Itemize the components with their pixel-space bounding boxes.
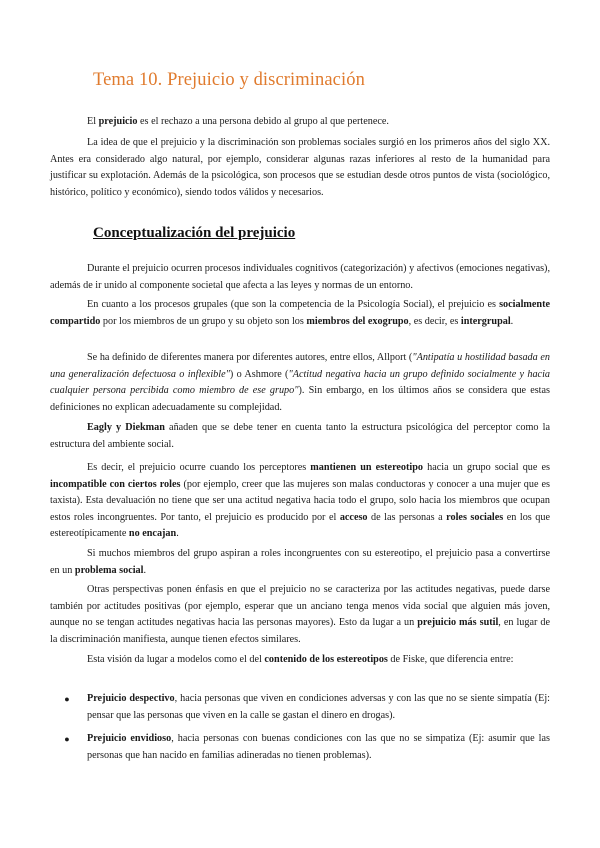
paragraph-definition	[50, 114, 550, 131]
text: , hacia personas que viven en condiciones adversas y con las que no se siente simpatía (Ej: pensar que las personas que viven en la calle se gastan el dinero en drogas).	[87, 693, 550, 721]
text: Si muchos miembros del grupo aspiran a roles incongruentes con su estereotipo, el prejuicio pasa a convertirse en un	[50, 548, 550, 576]
bold-term: mantienen un estereotipo	[310, 462, 424, 473]
bullet-icon: ●	[64, 734, 70, 744]
list-item-text	[87, 731, 550, 764]
text: Otras perspectivas ponen énfasis en que el prejuicio no se caracteriza por las actitudes negativas, puede darse también por actitudes positivas (por ejemplo, esperar que un anciano tenga menos vida social que alguien más joven, aunque no se tengan actitudes negativas hacia las personas mayores). Esto da lugar a un	[50, 584, 550, 629]
text: de las personas a	[367, 511, 447, 523]
paragraph-definitions-authors	[50, 350, 550, 416]
list-item	[50, 691, 550, 724]
quote: "Actitud negativa hacia un grupo definido socialmente y hacia cualquier persona percibida como miembro de ese grupo"	[50, 368, 550, 397]
bold-term: problema social	[74, 564, 144, 576]
bold-term: prejuicio	[98, 116, 138, 127]
text: en los que estereotípicamente	[50, 511, 550, 540]
bold-term: contenido de los estereotipos	[264, 654, 388, 665]
bold-term: prejuicio más sutil	[417, 617, 499, 629]
page-title: Tema 10. Prejuicio y discriminación	[93, 70, 365, 90]
paragraph-stereotype	[50, 460, 550, 543]
text: ). Sin embargo, en los últimos años se considera que estas definiciones no explican adecuadamente su complejidad.	[50, 385, 551, 413]
text: añaden que se debe tener en cuenta tanto la estructura psicológica del perceptor como la estructura del ambiente social.	[50, 422, 550, 450]
bold-term: intergrupal	[460, 315, 511, 327]
text: (por ejemplo, creer que las mujeres son malas conductoras y conocer a una mujer que es taxista). Esta devaluación no tiene que ser una actitud negativa hacia todo el grupo, solo hacia los miembros que ocupan estos roles incongruentes. Por tanto, el prejuicio es producido por el	[50, 478, 550, 523]
paragraph-fiske-model	[50, 652, 550, 669]
list-item-text	[87, 691, 550, 724]
bold-term: incompatible con ciertos roles	[50, 478, 181, 490]
text: .	[143, 564, 147, 576]
bold-term: no encajan	[128, 528, 177, 540]
text: ) o Ashmore (	[229, 368, 289, 380]
bold-term: miembros del exogrupo	[306, 315, 409, 327]
paragraph-social-problem	[50, 546, 550, 579]
bold-term: roles sociales	[446, 511, 504, 523]
text: .	[176, 528, 179, 540]
bold-term: Prejuicio despectivo	[87, 693, 175, 704]
text: Es decir, el prejuicio ocurre cuando los perceptores	[87, 462, 311, 473]
text: , en lugar de la discriminación manifiesta, aunque tienen efectos similares.	[50, 617, 551, 645]
text: de Fiske, que diferencia entre:	[387, 654, 514, 665]
text: , hacia personas con buenas condiciones con las que no se simpatiza (Ej: asumir que las personas que han nacido en familias adineradas no tienen problemas).	[87, 733, 550, 761]
text: .	[510, 315, 514, 327]
quote: "Antipatía u hostilidad basada en una generalización defectuosa o inflexible"	[50, 352, 550, 380]
text: El	[87, 116, 99, 127]
text: es el rechazo a una persona debido al grupo al que pertenece.	[137, 116, 389, 127]
bold-term: acceso	[339, 511, 368, 523]
bold-term: Eagly y Diekman	[87, 422, 165, 433]
paragraph-subtle-prejudice	[50, 582, 550, 648]
text: Se ha definido de diferentes manera por diferentes autores, entre ellos, Allport (	[87, 352, 413, 363]
bullet-icon: ●	[64, 694, 70, 704]
list-item	[50, 731, 550, 764]
text: Esta visión da lugar a modelos como el del	[87, 654, 265, 665]
text: En cuanto a los procesos grupales (que son la competencia de la Psicología Social), el prejuicio es	[87, 299, 500, 310]
bold-term: socialmente compartido	[50, 299, 550, 327]
text: hacia un grupo social que es	[423, 462, 550, 473]
bold-term: Prejuicio envidioso	[87, 733, 172, 744]
paragraph-group-processes	[50, 297, 550, 330]
section-title: Conceptualización del prejuicio	[93, 225, 296, 241]
paragraph-eagly-diekman	[50, 420, 550, 453]
paragraph-processes: Durante el prejuicio ocurren procesos individuales cognitivos (categorización) y afectivos (emociones negativas), además de ir unido al componente societal que afecta a las leyes y normas de un entorno.	[50, 263, 550, 291]
paragraph-history: La idea de que el prejuicio y la discriminación son problemas sociales surgió en los primeros años del siglo XX. Antes era considerado algo natural, por ejemplo, considerar algunas razas inferiores al resto de la humanidad para justificar su explotación. Además de la psicológica, son procesos que se estudian desde otros puntos de vista (sociológico, histórico, político y económico), siendo todos válidos y necesarios.	[50, 137, 550, 198]
text: , es decir, es	[408, 315, 461, 327]
text: por los miembros de un grupo y su objeto son los	[100, 315, 307, 327]
